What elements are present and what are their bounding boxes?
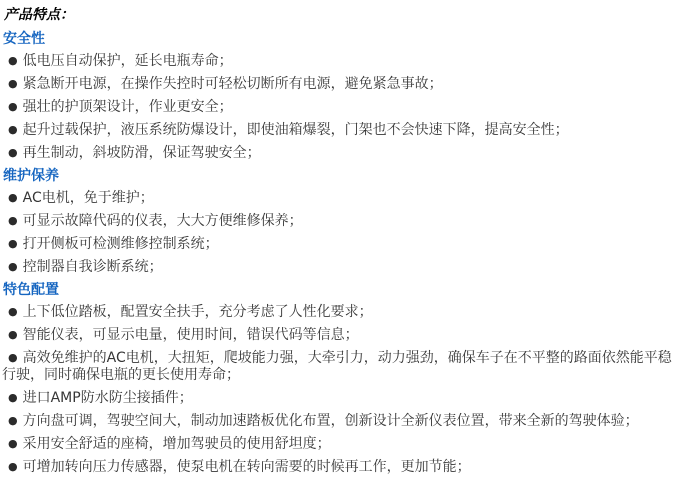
feature-item bbox=[2, 436, 676, 453]
feature-text: 打开侧板可检测维修控制系统； bbox=[22, 236, 219, 252]
feature-item bbox=[2, 459, 676, 476]
feature-item bbox=[2, 76, 676, 93]
feature-text: 智能仪表，可显示电量，使用时间，错误代码等信息； bbox=[22, 327, 359, 343]
page-title: 产品特点： bbox=[4, 7, 74, 23]
bullet-icon: ● bbox=[8, 437, 18, 450]
feature-item bbox=[2, 122, 676, 139]
feature-text: 可增加转向压力传感器，使泵电机在转向需要的时候再工作，更加节能； bbox=[22, 459, 471, 475]
feature-item bbox=[2, 390, 676, 407]
feature-text: 起升过载保护，液压系统防爆设计，即使油箱爆裂，门架也不会快速下降，提高安全性； bbox=[22, 122, 569, 138]
bullet-icon: ● bbox=[8, 391, 18, 404]
section-featured-config bbox=[2, 282, 676, 476]
feature-item bbox=[2, 190, 676, 207]
feature-text: 采用安全舒适的座椅，增加驾驶员的使用舒坦度； bbox=[22, 436, 331, 452]
feature-item bbox=[2, 99, 676, 116]
feature-text: AC电机，免于维护； bbox=[22, 190, 154, 206]
bullet-icon: ● bbox=[8, 100, 18, 113]
bullet-icon: ● bbox=[8, 214, 18, 227]
feature-item bbox=[2, 259, 676, 276]
feature-text: 再生制动，斜坡防滑，保证驾驶安全； bbox=[22, 145, 261, 161]
feature-item bbox=[2, 327, 676, 344]
feature-text: 低电压自动保护，延长电瓶寿命； bbox=[22, 53, 233, 69]
bullet-icon: ● bbox=[8, 260, 18, 273]
feature-item bbox=[2, 213, 676, 230]
section-heading: 特色配置 bbox=[3, 282, 59, 298]
bullet-icon: ● bbox=[8, 237, 18, 250]
bullet-icon: ● bbox=[8, 305, 18, 318]
section-safety bbox=[2, 31, 676, 162]
bullet-icon: ● bbox=[8, 77, 18, 90]
bullet-icon: ● bbox=[8, 123, 18, 136]
feature-text: 强壮的护顶架设计，作业更安全； bbox=[22, 99, 233, 115]
feature-item bbox=[2, 236, 676, 253]
bullet-icon: ● bbox=[8, 54, 18, 67]
feature-text: 可显示故障代码的仪表，大大方便维修保养； bbox=[22, 213, 303, 229]
feature-text: 高效免维护的AC电机，大扭矩，爬坡能力强，大牵引力，动力强劲，确保车子在不平整的路面依然能平稳行驶，同时确保电瓶的更长使用寿命； bbox=[2, 350, 672, 383]
bullet-icon: ● bbox=[8, 460, 18, 473]
feature-item bbox=[2, 304, 676, 321]
bullet-icon: ● bbox=[8, 146, 18, 159]
bullet-icon: ● bbox=[8, 414, 18, 427]
feature-text: 进口AMP防水防尘接插件； bbox=[22, 390, 193, 406]
feature-text: 上下低位踏板，配置安全扶手，充分考虑了人性化要求； bbox=[22, 304, 373, 320]
feature-item bbox=[2, 53, 676, 70]
bullet-icon: ● bbox=[8, 191, 18, 204]
bullet-icon: ● bbox=[8, 328, 18, 341]
section-heading: 安全性 bbox=[3, 31, 45, 47]
feature-item bbox=[2, 350, 676, 384]
section-heading: 维护保养 bbox=[3, 168, 59, 184]
feature-text: 紧急断开电源，在操作失控时可轻松切断所有电源，避免紧急事故； bbox=[22, 76, 443, 92]
feature-item bbox=[2, 145, 676, 162]
section-maintenance bbox=[2, 168, 676, 276]
feature-item bbox=[2, 413, 676, 430]
bullet-icon: ● bbox=[8, 351, 18, 364]
feature-text: 方向盘可调，驾驶空间大，制动加速踏板优化布置，创新设计全新仪表位置，带来全新的驾驶体验； bbox=[22, 413, 639, 429]
feature-text: 控制器自我诊断系统； bbox=[22, 259, 163, 275]
